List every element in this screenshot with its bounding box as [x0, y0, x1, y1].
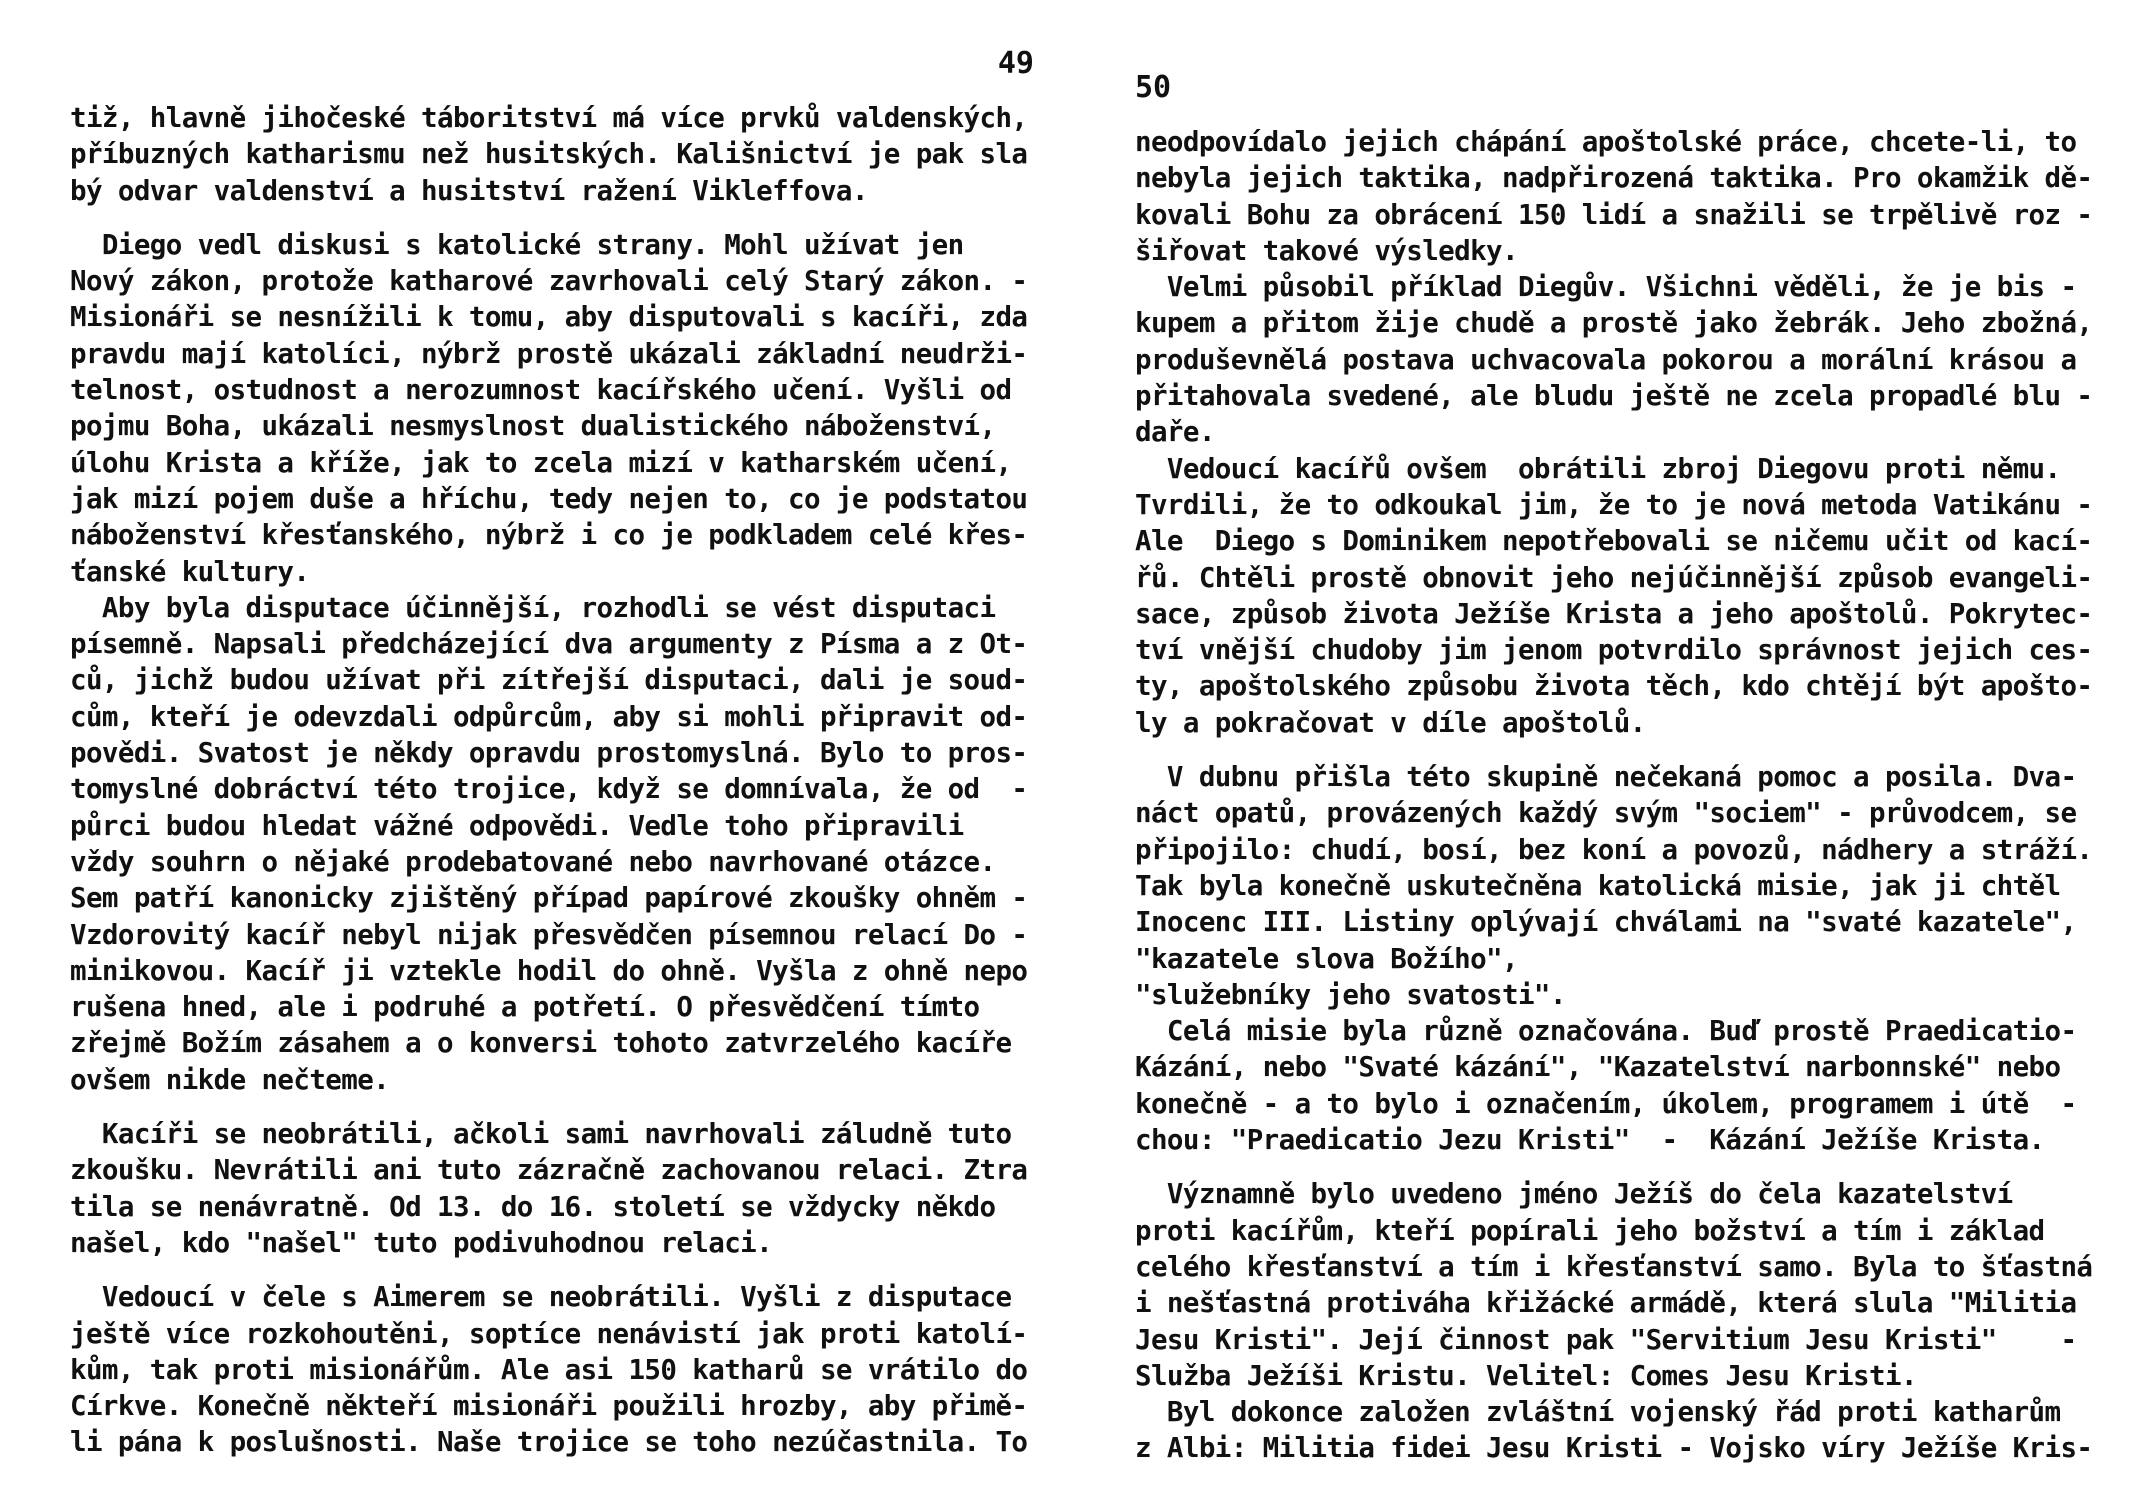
- page-text: [70, 100, 1030, 1461]
- paragraph-gap: [1135, 1158, 2090, 1176]
- text-line: povědi. Svatost je někdy opravdu prostomyslná. Bylo to pros-: [70, 737, 1028, 770]
- text-line: Celá misie byla různě označována. Buď prostě Praedicatio-: [1135, 1015, 2077, 1048]
- text-line: kovali Bohu za obrácení 150 lidí a snažili se trpělivě roz -: [1135, 198, 2093, 231]
- text-line: úlohu Krista a kříže, jak to zcela mizí v katharském učení,: [70, 446, 1012, 479]
- text-line: jak mizí pojem duše a hříchu, tedy nejen to, co je podstatou: [70, 482, 1028, 515]
- text-line: "kazatele slova Božího",: [1135, 942, 1518, 975]
- text-line: ly a pokračovat v díle apoštolů.: [1135, 706, 1646, 739]
- text-line: Diego vedl diskusi s katolické strany. Mohl užívat jen: [70, 228, 964, 261]
- text-line: Církve. Konečně někteří misionáři použili hrozby, aby přimě-: [70, 1390, 1028, 1423]
- text-line: kům, tak proti misionářům. Ale asi 150 katharů se vrátilo do: [70, 1353, 1028, 1386]
- text-line: Významně bylo uvedeno jméno Ježíš do čela kazatelství: [1135, 1178, 2013, 1211]
- text-line: sace, způsob života Ježíše Krista a jeho apoštolů. Pokrytec-: [1135, 597, 2093, 630]
- text-line: li pána k poslušnosti. Naše trojice se toho nezúčastnila. To: [70, 1426, 1028, 1459]
- text-line: tila se nenávratně. Od 13. do 16. století se vždycky někdo: [70, 1190, 996, 1223]
- text-line: neodpovídalo jejich chápání apoštolské práce, chcete-li, to: [1135, 126, 2077, 158]
- text-line: pojmu Boha, ukázali nesmyslnost dualistického náboženství,: [70, 410, 996, 443]
- text-line: zřejmě Božím zásahem a o konversi tohoto zatvrzelého kacíře: [70, 1027, 1012, 1060]
- text-line: Byl dokonce založen zvláštní vojenský řád proti katharům: [1135, 1396, 2061, 1429]
- text-line: celého křesťanství a tím i křesťanství samo. Byla to šťastná: [1135, 1250, 2093, 1283]
- page-number: 49: [997, 46, 1034, 81]
- text-line: pravdu mají katolíci, nýbrž prostě ukázali základní neudrži-: [70, 337, 1028, 370]
- text-line: Misionáři se nesnížili k tomu, aby disputovali s kacíři, zda: [70, 301, 1028, 334]
- right-page: [1135, 0, 2093, 1500]
- text-line: ovšem nikde nečteme.: [70, 1063, 390, 1096]
- text-line: nebyla jejich taktika, nadpřirozená taktika. Pro okamžik dě-: [1135, 162, 2093, 195]
- text-line: ťanské kultury.: [70, 555, 310, 588]
- text-line: chou: "Praedicatio Jezu Kristi" - Kázání Ježíše Krista.: [1135, 1124, 2045, 1157]
- text-line: Kázání, nebo "Svaté kázání", "Kazatelství narbonnské" nebo: [1135, 1051, 2061, 1084]
- page-number: 50: [1135, 70, 1172, 105]
- page-text: [1135, 124, 2093, 1467]
- text-line: Aby byla disputace účinnější, rozhodli se vést disputaci: [70, 591, 996, 624]
- text-line: bý odvar valdenství a husitství ražení Vikleffova.: [70, 174, 868, 207]
- text-line: vždy souhrn o nějaké prodebatované nebo navrhované otázce.: [70, 845, 996, 878]
- text-line: kupem a přitom žije chudě a prostě jako žebrák. Jeho zbožná,: [1135, 307, 2093, 340]
- text-line: písemně. Napsali předcházející dva argumenty z Písma a z Ot-: [70, 628, 1028, 661]
- text-line: tomyslné dobráctví této trojice, když se domnívala, že od -: [70, 773, 1028, 806]
- text-line: ještě více rozkohoutěni, soptíce nenávistí jak proti katolí-: [70, 1317, 1028, 1350]
- text-line: Sem patří kanonicky zjištěný případ papírové zkoušky ohněm -: [70, 882, 1028, 915]
- paragraph-gap: [70, 1098, 1030, 1116]
- left-page: [70, 0, 1034, 1500]
- text-line: připojilo: chudí, bosí, bez koní a povozů, nádhery a stráží.: [1135, 833, 2093, 866]
- text-line: Kacíři se neobrátili, ačkoli sami navrhovali záludně tuto: [70, 1118, 1012, 1151]
- text-line: řů. Chtěli prostě obnovit jeho nejúčinnější způsob evangeli-: [1135, 561, 2093, 594]
- text-line: tiž, hlavně jihočeské táboritství má více prvků valdenských,: [70, 102, 1028, 134]
- text-line: minikovou. Kacíř ji vztekle hodil do ohně. Vyšla z ohně nepo: [70, 954, 1028, 987]
- text-line: rušena hned, ale i podruhé a potřetí. O přesvědčení tímto: [70, 991, 980, 1024]
- text-line: Vzdorovitý kacíř nebyl nijak přesvědčen písemnou relací Do -: [70, 918, 1028, 951]
- text-line: i nešťastná protiváha křižácké armádě, která slula "Militia: [1135, 1287, 2077, 1320]
- text-line: tví vnější chudoby jim jenom potvrdilo správnost jejich ces-: [1135, 634, 2093, 667]
- text-line: z Albi: Militia fidei Jesu Kristi - Vojsko víry Ježíše Kris-: [1135, 1432, 2093, 1465]
- text-line: Služba Ježíši Kristu. Velitel: Comes Jesu Kristi.: [1135, 1359, 1917, 1392]
- text-line: cům, kteří je odevzdali odpůrcům, aby si mohli připravit od-: [70, 700, 1028, 733]
- text-line: Tak byla konečně uskutečněna katolická misie, jak ji chtěl: [1135, 869, 2061, 902]
- text-line: zkoušku. Nevrátili ani tuto zázračně zachovanou relaci. Ztra: [70, 1154, 1028, 1187]
- text-line: Velmi působil příklad Diegův. Všichni věděli, že je bis -: [1135, 271, 2077, 304]
- text-line: našel, kdo "našel" tuto podivuhodnou relaci.: [70, 1226, 773, 1259]
- text-line: příbuzných katharismu než husitských. Kališnictví je pak sla: [70, 138, 1028, 171]
- text-line: Ale Diego s Dominikem nepotřebovali se ničemu učit od kací-: [1135, 525, 2093, 558]
- paragraph-gap: [70, 209, 1030, 227]
- text-line: Nový zákon, protože katharové zavrhovali celý Starý zákon. -: [70, 265, 1028, 298]
- text-line: přitahovala svedené, ale bludu ještě ne zcela propadlé blu -: [1135, 380, 2093, 413]
- text-line: Vedoucí kacířů ovšem obrátili zbroj Diegovu proti němu.: [1135, 452, 2061, 485]
- text-line: telnost, ostudnost a nerozumnost kacířského učení. Vyšli od: [70, 374, 1012, 407]
- text-line: V dubnu přišla této skupině nečekaná pomoc a posila. Dva-: [1135, 761, 2077, 794]
- text-line: šiřovat takové výsledky.: [1135, 234, 1518, 267]
- text-line: půrci budou hledat vážné odpovědi. Vedle toho připravili: [70, 809, 964, 842]
- text-line: náct opatů, provázených každý svým "sociem" - průvodcem, se: [1135, 797, 2077, 830]
- text-line: Vedoucí v čele s Aimerem se neobrátili. Vyšli z disputace: [70, 1281, 1012, 1314]
- text-line: konečně - a to bylo i označením, úkolem, programem i útě -: [1135, 1087, 2077, 1120]
- text-line: náboženství křesťanského, nýbrž i co je podkladem celé křes-: [70, 519, 1028, 552]
- text-line: daře.: [1135, 416, 1215, 449]
- text-line: Tvrdili, že to odkoukal jim, že to je nová metoda Vatikánu -: [1135, 488, 2093, 521]
- paragraph-gap: [1135, 741, 2090, 759]
- text-line: Inocenc III. Listiny oplývají chválami na "svaté kazatele",: [1135, 906, 2077, 939]
- text-line: ců, jichž budou užívat při zítřejší disputaci, dali je soud-: [70, 664, 1028, 697]
- text-line: "služebníky jeho svatosti".: [1135, 978, 1566, 1011]
- text-line: Jesu Kristi". Její činnost pak "Servitium Jesu Kristi" -: [1135, 1323, 2077, 1356]
- text-line: proti kacířům, kteří popírali jeho božství a tím i základ: [1135, 1214, 2045, 1247]
- paragraph-gap: [70, 1261, 1030, 1279]
- text-line: ty, apoštolského způsobu života těch, kdo chtějí být apošto-: [1135, 670, 2093, 703]
- text-line: produševnělá postava uchvacovala pokorou a morální krásou a: [1135, 343, 2077, 376]
